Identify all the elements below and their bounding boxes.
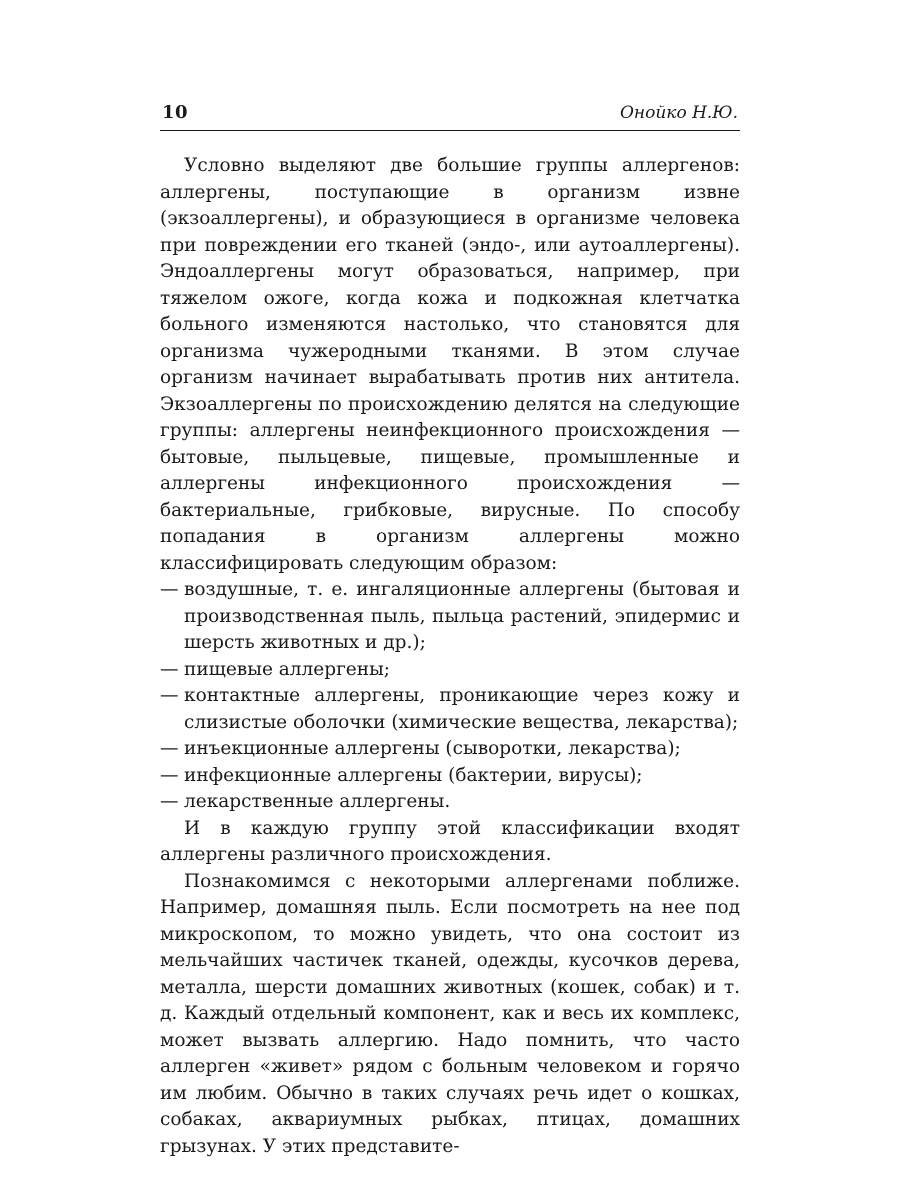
list-item: [160, 577, 740, 657]
list-item: [160, 736, 740, 763]
page-number: 10: [162, 102, 189, 123]
list-item-text: контактные аллергены, проникающие через кожу и слизистые оболочки (химические вещества, лекарства);: [184, 685, 740, 733]
list-dash: —: [160, 738, 179, 759]
paragraph-allergen-groups: Условно выделяют две большие группы аллергенов: аллергены, поступающие в организм извне (экзоаллергены), и образующиеся в организме человека при повреждении его тканей (эндо-, или аутоаллергены). Эндоаллергены могут образоваться, например, при тяжелом ожоге, когда кожа и подкожная клетчатка больного изменяются настолько, что становятся для организма чужеродными тканями. В этом случае организм начинает вырабатывать против них антитела. Экзоаллергены по происхождению делятся на следующие группы: аллергены неинфекционного происхождения — бытовые, пыльцевые, пищевые, промышленные и аллергены инфекционного происхождения — бактериальные, грибковые, вирусные. По способу попадания в организм аллергены можно классифицировать следующим образом:: [160, 155, 740, 574]
running-header: [160, 100, 740, 131]
list-dash: —: [160, 579, 179, 600]
paragraph-house-dust: Познакомимся с некоторыми аллергенами поближе. Например, домашняя пыль. Если посмотреть на нее под микроскопом, то можно увидеть, что она состоит из мельчайших частичек тканей, одежды, кусочков дерева, металла, шерсти домашних животных (кошек, собак) и т. д. Каждый отдельный компонент, как и весь их комплекс, может вызвать аллергию. Надо помнить, что часто аллерген «живет» рядом с больным человеком и горячо им любим. Обычно в таких случаях речь идет о кошках, собаках, аквариумных рыбках, птицах, домашних грызунах. У этих представите-: [160, 870, 740, 1157]
list-item-text: инъекционные аллергены (сыворотки, лекарства);: [184, 738, 681, 759]
list-dash: —: [160, 791, 179, 812]
list-item: [160, 657, 740, 684]
list-item-text: инфекционные аллергены (бактерии, вирусы);: [184, 764, 643, 786]
list-item-text: воздушные, т. е. ингаляционные аллергены (бытовая и производственная пыль, пыльца растений, эпидермис и шерсть животных и др.);: [184, 579, 740, 653]
list-item: [160, 763, 740, 790]
list-item-text: пищевые аллергены;: [184, 658, 391, 680]
list-dash: —: [160, 658, 179, 680]
running-head-author: Онойко Н.Ю.: [619, 103, 738, 123]
list-item: [160, 789, 740, 816]
paragraph-classification-note: И в каждую группу этой классификации входят аллергены различного происхождения.: [160, 817, 740, 865]
book-page: [160, 100, 740, 1160]
list-item: [160, 683, 740, 736]
list-item-text: лекарственные аллергены.: [184, 791, 451, 812]
body-text: [160, 153, 740, 1160]
list-dash: —: [160, 685, 179, 706]
list-dash: —: [160, 764, 179, 786]
classification-list: [160, 577, 740, 816]
